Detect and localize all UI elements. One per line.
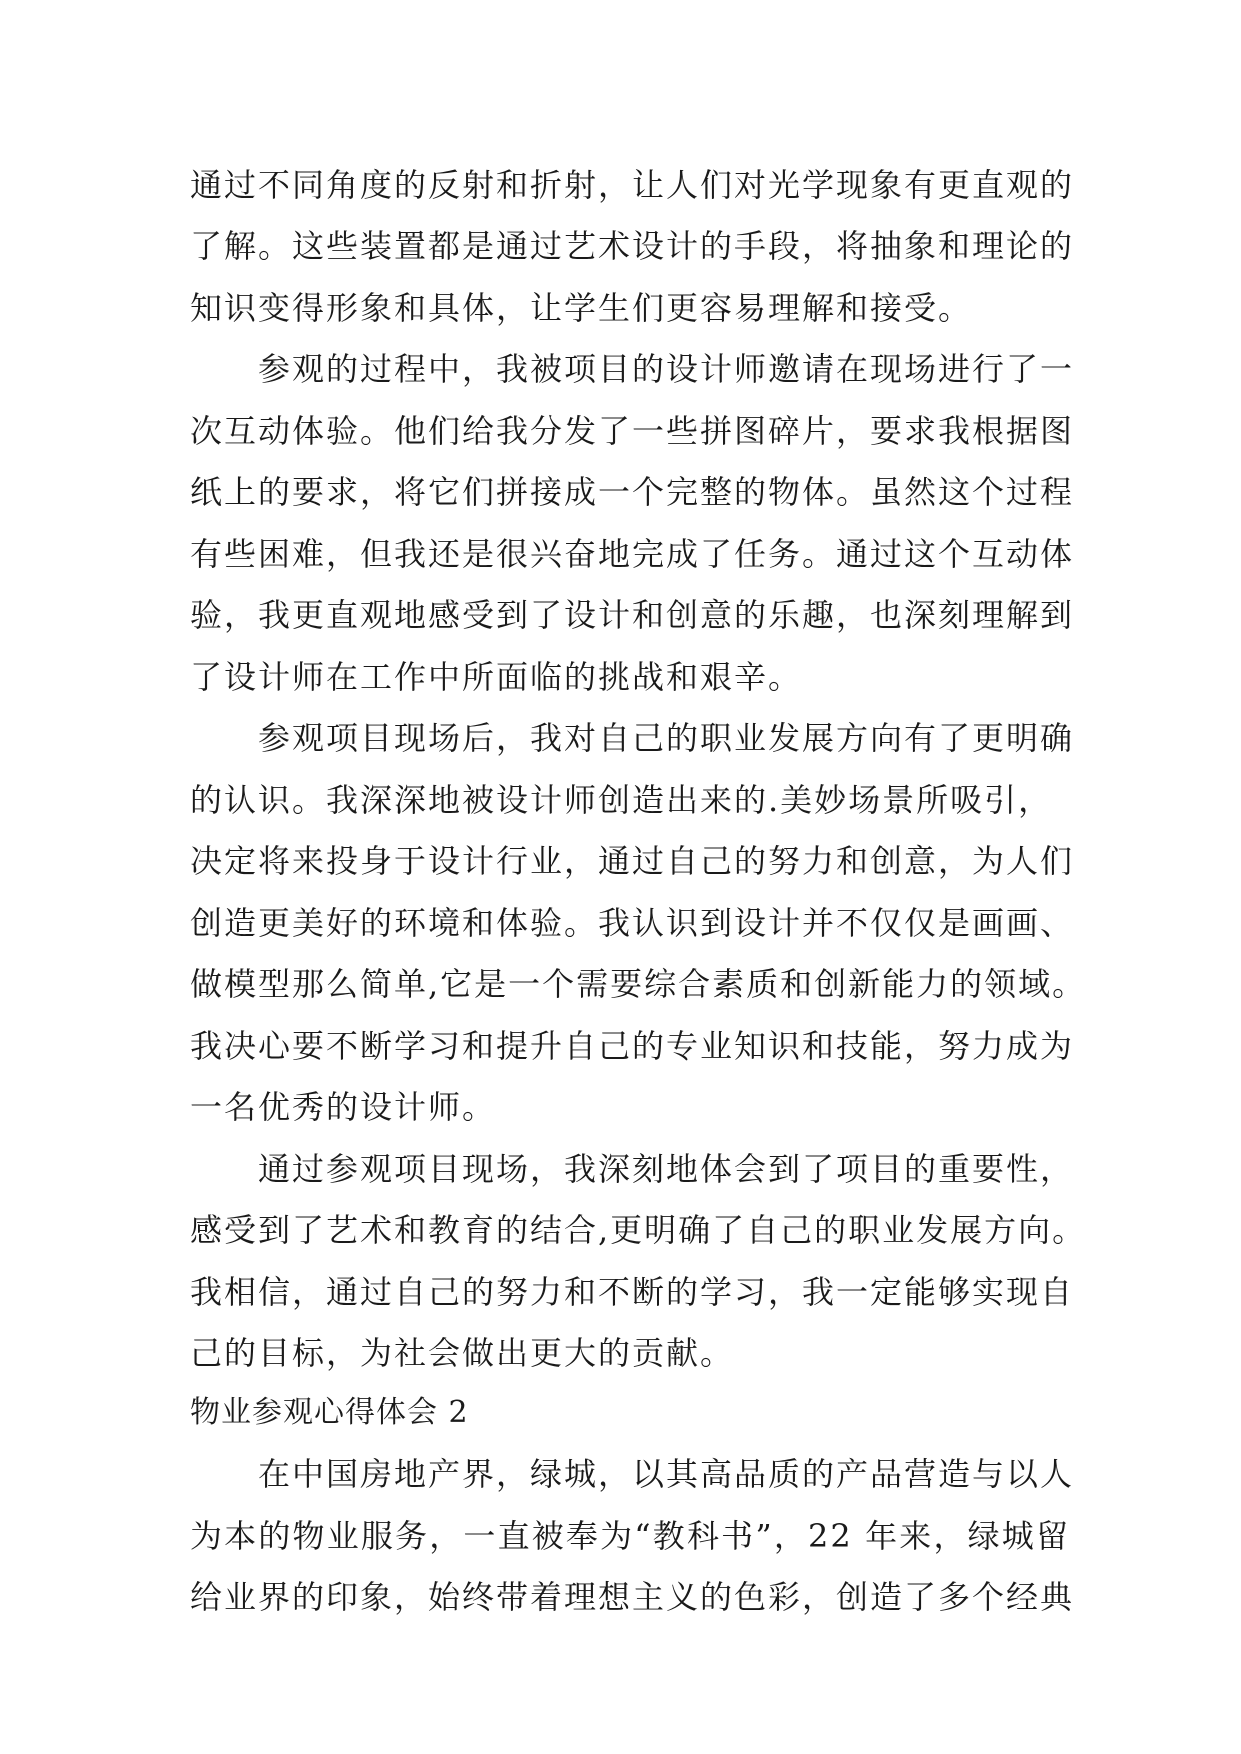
text-line: 有些困难，但我还是很兴奋地完成了任务。通过这个互动体 <box>190 535 1075 573</box>
paragraph-first-line: 通过参观项目现场，我深刻地体会到了项目的重要性， <box>258 1150 1075 1188</box>
paragraph-first-line: 在中国房地产界，绿城，以其高品质的产品营造与以人 <box>258 1455 1075 1493</box>
text-line: 纸上的要求，将它们拼接成一个完整的物体。虽然这个过程 <box>190 473 1075 511</box>
text-line: 了设计师在工作中所面临的挑战和艰辛。 <box>190 658 803 696</box>
text-line: 次互动体验。他们给我分发了一些拼图碎片，要求我根据图 <box>190 412 1075 450</box>
text-line: 创造更美好的环境和体验。我认识到设计并不仅仅是画画、 <box>190 904 1075 942</box>
text-line: 一名优秀的设计师。 <box>190 1088 497 1126</box>
text-line: 我决心要不断学习和提升自己的专业知识和技能，努力成为 <box>190 1027 1075 1065</box>
paragraph-first-line: 参观项目现场后，我对自己的职业发展方向有了更明确 <box>258 719 1075 757</box>
text-line: 己的目标，为社会做出更大的贡献。 <box>190 1334 735 1372</box>
paragraph-first-line: 参观的过程中，我被项目的设计师邀请在现场进行了一 <box>258 350 1075 388</box>
text-line: 我相信，通过自己的努力和不断的学习，我一定能够实现自 <box>190 1273 1075 1311</box>
text-line: 感受到了艺术和教育的结合,更明确了自己的职业发展方向。 <box>190 1211 1087 1249</box>
text-line: 了解。这些装置都是通过艺术设计的手段，将抽象和理论的 <box>190 227 1075 265</box>
section-heading: 物业参观心得体会 2 <box>190 1395 469 1430</box>
text-line: 知识变得形象和具体，让学生们更容易理解和接受。 <box>190 289 973 327</box>
text-line: 验，我更直观地感受到了设计和创意的乐趣，也深刻理解到 <box>190 596 1075 634</box>
text-line: 给业界的印象，始终带着理想主义的色彩，创造了多个经典 <box>190 1578 1075 1616</box>
text-line: 做模型那么简单,它是一个需要综合素质和创新能力的领域。 <box>190 965 1087 1003</box>
text-line: 通过不同角度的反射和折射，让人们对光学现象有更直观的 <box>190 166 1075 204</box>
text-line: 决定将来投身于设计行业，通过自己的努力和创意，为人们 <box>190 842 1075 880</box>
text-line: 的认识。我深深地被设计师创造出来的.美妙场景所吸引， <box>190 781 1053 819</box>
text-line: 为本的物业服务，一直被奉为“教科书”，22 年来，绿城留 <box>190 1517 1070 1555</box>
